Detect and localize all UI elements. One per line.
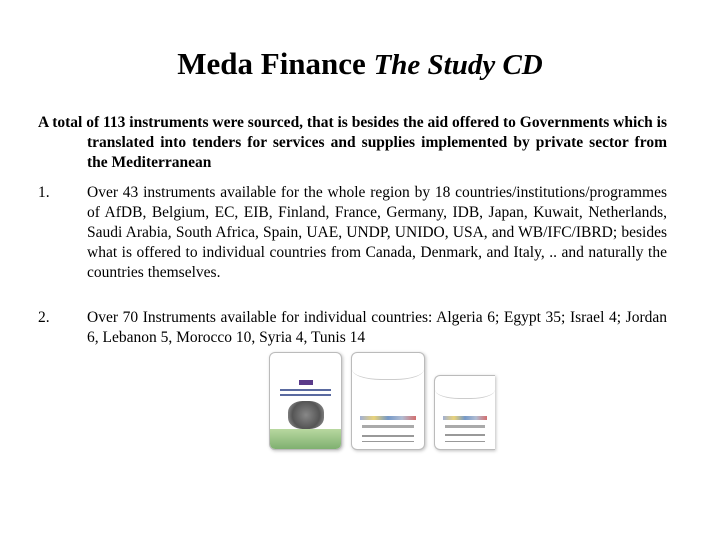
- intro-paragraph: A total of 113 instruments were sourced, that is besides the aid offered to Governments which is translated into tenders for services and supplies implemented by private sector from the Mediterranean: [38, 114, 668, 171]
- list-number: 2.: [38, 309, 50, 326]
- cd-envelope-back: [351, 352, 425, 450]
- cd-envelope-front: [269, 352, 342, 450]
- list-text: Over 70 Instruments available for individual countries: Algeria 6; Egypt 35; Israel 4; Jordan 6, Lebanon 5, Morocco 10, Syria 4, Tunis 14: [87, 309, 667, 346]
- title-main: Meda Finance: [177, 46, 366, 81]
- cd-envelope-open: [434, 375, 495, 450]
- list-item: [38, 308, 667, 348]
- title-subtitle: The Study CD: [373, 49, 543, 81]
- slide-title: [0, 44, 720, 85]
- list-number: 1.: [38, 184, 50, 201]
- list-item: [38, 183, 667, 283]
- list-text: Over 43 instruments available for the whole region by 18 countries/institutions/programmes of AfDB, Belgium, EC, EIB, Finland, France, Germany, IDB, Japan, Kuwait, Netherlands, Saudi Arabia, South Africa, Spain, UAE, UNDP, UNIDO, USA, and WB/IFC/IBRD; besides what is offered to individual countries from Canada, Denmark, and Italy, .. and naturally the countries themselves.: [87, 184, 667, 281]
